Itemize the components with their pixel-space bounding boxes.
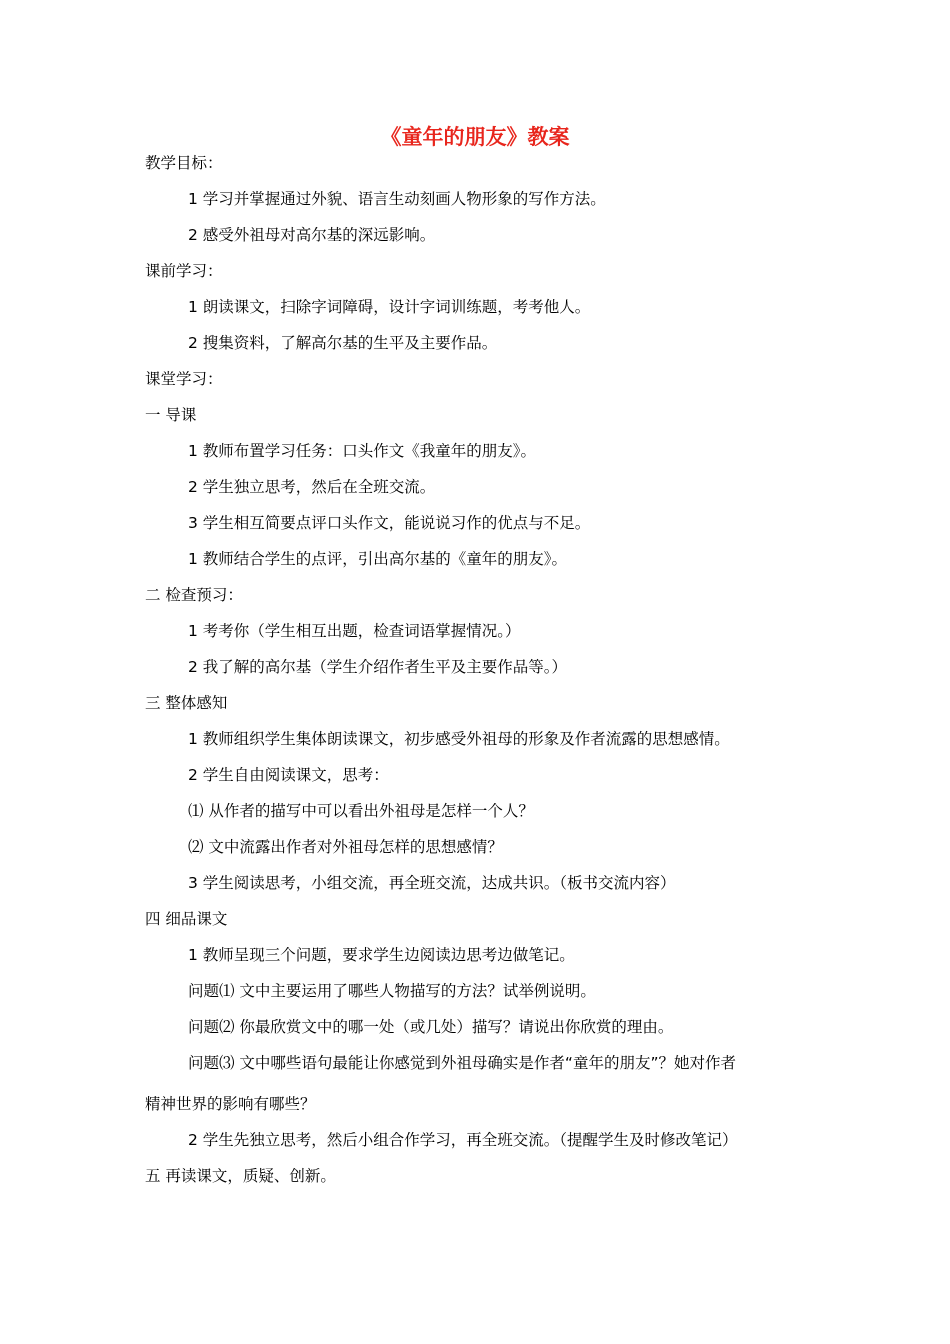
preclass-item-1: 1 朗读课文，扫除字词障碍，设计字词训练题，考考他人。: [188, 298, 591, 316]
intro-item-2: 2 学生独立思考，然后在全班交流。: [188, 478, 436, 496]
section-heading-inclass: 课堂学习：: [145, 370, 223, 388]
close-reading-question-3: 问题⑶ 文中哪些语句最能让你感觉到外祖母确实是作者“童年的朋友”？她对作者: [188, 1054, 736, 1072]
close-reading-question-1: 问题⑴ 文中主要运用了哪些人物描写的方法？试举例说明。: [188, 982, 596, 1000]
overall-item-1: 1 教师组织学生集体朗读课文，初步感受外祖母的形象及作者流露的思想感情。: [188, 730, 730, 748]
intro-item-4: 1 教师结合学生的点评，引出高尔基的《童年的朋友》。: [188, 550, 568, 568]
close-reading-item-2: 2 学生先独立思考，然后小组合作学习，再全班交流。（提醒学生及时修改笔记）: [188, 1131, 738, 1149]
objective-item-1: 1 学习并掌握通过外貌、语言生动刻画人物形象的写作方法。: [188, 190, 606, 208]
intro-item-3: 3 学生相互简要点评口头作文，能说说习作的优点与不足。: [188, 514, 591, 532]
close-reading-item-1: 1 教师呈现三个问题，要求学生边阅读边思考边做笔记。: [188, 946, 575, 964]
overall-question-1: ⑴ 从作者的描写中可以看出外祖母是怎样一个人？: [188, 802, 534, 820]
section-heading-preclass: 课前学习：: [145, 262, 223, 280]
intro-item-1: 1 教师布置学习任务：口头作文《我童年的朋友》。: [188, 442, 537, 460]
part-heading-reread: 五 再读课文，质疑、创新。: [145, 1167, 336, 1185]
overall-item-2: 2 学生自由阅读课文，思考：: [188, 766, 389, 784]
check-item-1: 1 考考你（学生相互出题，检查词语掌握情况。）: [188, 622, 521, 640]
close-reading-question-2: 问题⑵ 你最欣赏文中的哪一处（或几处）描写？请说出你欣赏的理由。: [188, 1018, 674, 1036]
document-title: 《童年的朋友》教案: [380, 125, 570, 149]
part-heading-overall: 三 整体感知: [145, 694, 228, 712]
part-heading-close-reading: 四 细品课文: [145, 910, 228, 928]
part-heading-intro: 一 导课: [145, 406, 197, 424]
check-item-2: 2 我了解的高尔基（学生介绍作者生平及主要作品等。）: [188, 658, 568, 676]
close-reading-question-3-continued: 精神世界的影响有哪些？: [145, 1095, 316, 1113]
overall-item-3: 3 学生阅读思考，小组交流，再全班交流，达成共识。（板书交流内容）: [188, 874, 676, 892]
objective-item-2: 2 感受外祖母对高尔基的深远影响。: [188, 226, 436, 244]
preclass-item-2: 2 搜集资料，了解高尔基的生平及主要作品。: [188, 334, 498, 352]
part-heading-check-preview: 二 检查预习：: [145, 586, 243, 604]
section-heading-objectives: 教学目标：: [145, 154, 223, 172]
overall-question-2: ⑵ 文中流露出作者对外祖母怎样的思想感情？: [188, 838, 503, 856]
